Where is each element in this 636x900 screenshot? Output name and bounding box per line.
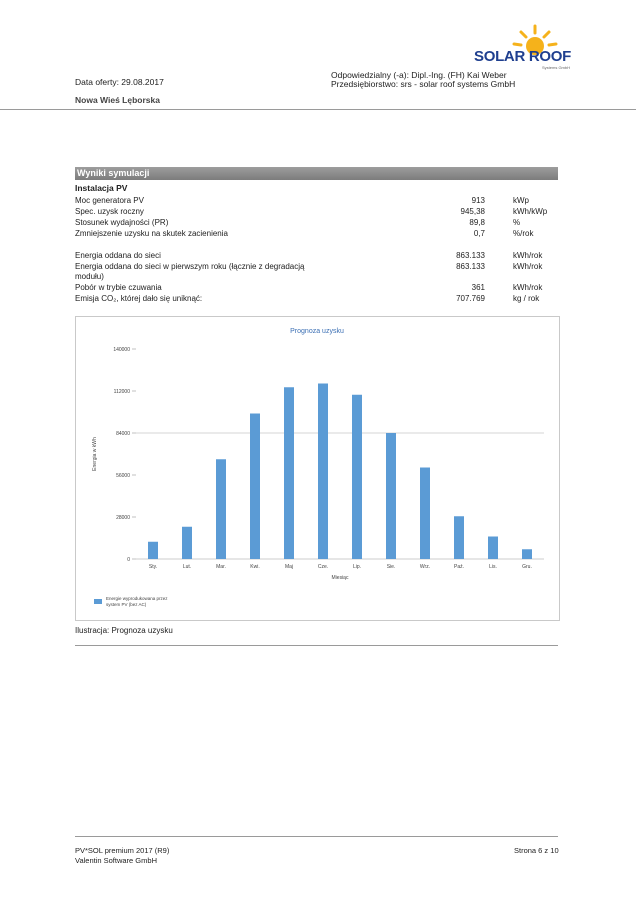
bar-Lip. bbox=[352, 395, 362, 559]
x-tick-label: Maj bbox=[284, 564, 294, 570]
y-tick-label: 140000 bbox=[113, 347, 130, 353]
x-tick-label: Lip. bbox=[352, 564, 362, 570]
x-axis-label: Miesiąc bbox=[331, 575, 349, 581]
bar-Gru. bbox=[522, 549, 532, 559]
legend-label-line2: system PV (bez AC) bbox=[106, 602, 147, 607]
x-tick-label: Mar. bbox=[216, 564, 226, 570]
row-value: 913 bbox=[471, 196, 485, 205]
bar-Lut. bbox=[182, 527, 192, 559]
row-unit: kWp bbox=[513, 196, 529, 205]
footer-vendor: Valentin Software GmbH bbox=[75, 856, 157, 865]
yield-forecast-chart bbox=[75, 316, 560, 621]
y-tick-label: 56000 bbox=[116, 473, 130, 479]
company-name: Przedsiębiorstwo: srs - solar roof systems GmbH bbox=[331, 79, 516, 89]
company-logo bbox=[470, 24, 570, 74]
bar-Sie. bbox=[386, 433, 396, 559]
row-value: 863.133 bbox=[456, 262, 485, 271]
row-unit: % bbox=[513, 218, 521, 227]
bar-Maj bbox=[284, 387, 294, 559]
subsection-title: Instalacja PV bbox=[75, 183, 128, 193]
row-label: Emisja CO₂, której dało się uniknąć: bbox=[75, 294, 203, 303]
chart-title: Prognoza uzysku bbox=[290, 328, 344, 335]
row-unit: kWh/rok bbox=[513, 283, 543, 292]
page-number: Strona 6 z 10 bbox=[514, 846, 559, 855]
x-tick-label: Gru. bbox=[522, 564, 532, 570]
row-unit: %/rok bbox=[513, 229, 534, 238]
x-tick-label: Kwi. bbox=[250, 564, 260, 570]
footer-software: PV*SOL premium 2017 (R9) bbox=[75, 846, 170, 855]
row-value: 361 bbox=[471, 283, 485, 292]
row-label: Moc generatora PV bbox=[75, 196, 144, 205]
x-tick-label: Paź. bbox=[453, 564, 465, 570]
bar-Cze. bbox=[318, 384, 328, 560]
legend-label-line1: Energie wyprodukowana przez bbox=[106, 596, 168, 601]
row-unit: kWh/kWp bbox=[513, 207, 548, 216]
row-label: Energia oddana do sieci w pierwszym roku (łącznie z degradacją modułu) bbox=[75, 262, 305, 281]
row-label: Pobór w trybie czuwania bbox=[75, 283, 162, 292]
chart-svg bbox=[76, 317, 559, 620]
row-value: 89,8 bbox=[469, 218, 485, 227]
row-label: Spec. uzysk roczny bbox=[75, 207, 144, 216]
x-tick-label: Wrz. bbox=[419, 564, 431, 570]
footer-divider bbox=[75, 836, 558, 837]
logo-tagline: Systems GmbH bbox=[542, 65, 571, 70]
section-header bbox=[75, 167, 558, 180]
row-value: 945,38 bbox=[460, 207, 485, 216]
bar-Sty. bbox=[148, 542, 158, 559]
row-unit: kg / rok bbox=[513, 294, 540, 303]
bar-Kwi. bbox=[250, 414, 260, 560]
bar-Mar. bbox=[216, 459, 226, 559]
row-label: Energia oddana do sieci bbox=[75, 251, 161, 260]
header-divider bbox=[0, 109, 636, 110]
x-tick-label: Cze. bbox=[317, 564, 329, 570]
y-tick-label: 0 bbox=[127, 557, 130, 563]
bar-Paź. bbox=[454, 516, 464, 559]
row-value: 707.769 bbox=[456, 294, 485, 303]
result-row bbox=[75, 262, 558, 282]
row-unit: kWh/rok bbox=[513, 262, 543, 271]
y-tick-label: 84000 bbox=[116, 431, 130, 437]
y-tick-label: 28000 bbox=[116, 515, 130, 521]
bar-Wrz. bbox=[420, 468, 430, 560]
row-value: 863.133 bbox=[456, 251, 485, 260]
caption-divider bbox=[75, 645, 558, 646]
row-unit: kWh/rok bbox=[513, 251, 543, 260]
responsible-person: Odpowiedzialny (-a): Dipl.-Ing. (FH) Kai Weber bbox=[331, 70, 507, 80]
row-label: Zmniejszenie uzysku na skutek zacienienia bbox=[75, 229, 228, 238]
offer-date: Data oferty: 29.08.2017 bbox=[75, 77, 164, 87]
x-tick-label: Lis. bbox=[489, 564, 497, 570]
figure-caption: Ilustracja: Prognoza uzysku bbox=[75, 626, 173, 635]
y-tick-label: 112000 bbox=[113, 389, 130, 395]
row-value: 0,7 bbox=[473, 229, 485, 238]
section-title: Wyniki symulacji bbox=[77, 168, 150, 178]
row-label: Stosunek wydajności (PR) bbox=[75, 218, 169, 227]
project-name: Nowa Wieś Lęborska bbox=[75, 95, 160, 105]
x-tick-label: Sty. bbox=[148, 564, 158, 570]
logo-brand: SOLAR ROOF bbox=[474, 48, 571, 65]
y-axis-label: Energia w kWh bbox=[92, 437, 98, 471]
x-tick-label: Sie. bbox=[386, 564, 396, 570]
legend-swatch bbox=[94, 599, 102, 604]
x-tick-label: Lut. bbox=[182, 564, 192, 570]
bar-Lis. bbox=[488, 537, 498, 560]
